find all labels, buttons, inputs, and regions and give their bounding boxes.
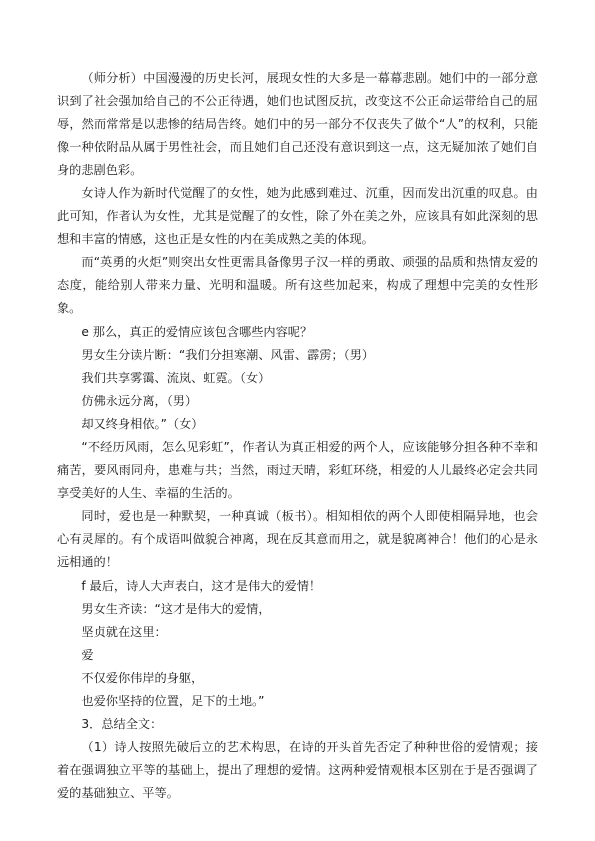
summary-heading: 3．总结全文： bbox=[81, 717, 163, 731]
paragraph-teacher-analysis: （师分析）中国漫漫的历史长河，展现女性的大多是一幕幕悲剧。她们中的一部分意识到了社会强加给自己的不公正待遇，她们也试图反抗，改变这不公正命运带给自己的屈辱，然而常常是以悲惨的结局告终。她们中的另一部分不仅丧失了做个“人”的权利，只能像一种依附品从属于男性社会，而且她们自己还没有意识到这一点，这无疑加浓了她们自身的悲剧色彩。 bbox=[57, 71, 538, 177]
paragraph-poet-awakening: 女诗人作为新时代觉醒了的女性，她为此感到难过、沉重，因而发出沉重的叹息。由此可知，作者认为女性，尤其是觉醒了的女性，除了外在美之外，应该具有如此深刻的思想和丰富的情感，这也正是女性的内在美成熟之美的体现。 bbox=[57, 186, 538, 246]
reading-line: 爱 bbox=[81, 648, 94, 662]
reading-line: 男女生齐读：“这才是伟大的爱情， bbox=[81, 602, 271, 616]
reading-line: 我们共享雾霭、流岚、虹霓。（女） bbox=[81, 371, 271, 385]
paragraph-brave-torch: 而“英勇的火炬”则突出女性更需具备像男子汉一样的勇敢、顽强的品质和热情友爱的态度，能给别人带来力量、光明和温暖。所有这些加起来，构成了理想中完美的女性形象。 bbox=[57, 255, 538, 315]
reading-line: 坚贞就在这里： bbox=[81, 625, 167, 639]
reading-line: 不仅爱你伟岸的身躯， bbox=[81, 671, 204, 685]
question-f: f 最后，诗人大声表白，这才是伟大的爱情！ bbox=[81, 579, 322, 593]
reading-line: 却又终身相依。”（女） bbox=[81, 417, 204, 431]
lesson-text bbox=[57, 67, 538, 805]
summary-point-1: （1）诗人按照先破后立的艺术构思，在诗的开头首先否定了种种世俗的爱情观；接着在强调独立平等的基础上，提出了理想的爱情。这两种爱情观根本区别在于是否强调了爱的基础独立、平等。 bbox=[57, 740, 538, 800]
question-e: e 那么，真正的爱情应该包含哪些内容呢？ bbox=[81, 325, 313, 339]
paragraph-rainbow: “不经历风雨，怎么见彩虹”，作者认为真正相爱的两个人，应该能够分担各种不幸和痛苦，要风雨同舟，患难与共；当然，雨过天晴，彩虹环绕，相爱的人儿最终必定会共同享受美好的人生、幸福的生活的。 bbox=[57, 440, 538, 500]
paragraph-tacit-understanding: 同时，爱也是一种默契，一种真诚（板书）。相知相依的两个人即使相隔异地，也会心有灵犀的。有个成语叫做貌合神离，现在反其意而用之，就是貌离神合！他们的心是永远相通的！ bbox=[57, 509, 538, 569]
reading-line: 男女生分读片断：“我们分担寒潮、风雷、霹雳；（男） bbox=[81, 348, 375, 362]
reading-line: 也爱你坚持的位置，足下的土地。” bbox=[81, 694, 265, 708]
reading-line: 仿佛永远分离，（男） bbox=[81, 394, 198, 408]
